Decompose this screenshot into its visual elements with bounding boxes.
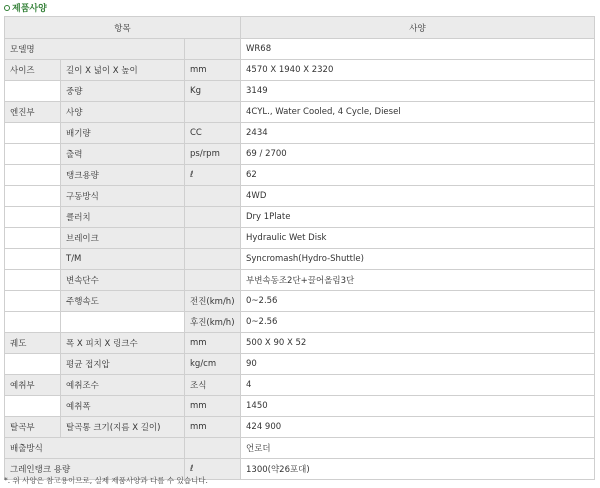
table-header-row	[5, 17, 595, 39]
row-value: 500 X 90 X 52	[241, 333, 595, 354]
row-category	[5, 291, 61, 312]
row-value: 4570 X 1940 X 2320	[241, 60, 595, 81]
row-category: 탈곡부	[5, 417, 61, 438]
table-row	[5, 354, 595, 375]
row-category	[5, 81, 61, 102]
row-unit: 조식	[185, 375, 241, 396]
row-item: 구동방식	[61, 186, 185, 207]
row-value: 424 900	[241, 417, 595, 438]
row-unit: Kg	[185, 81, 241, 102]
row-unit	[185, 228, 241, 249]
row-category	[5, 312, 61, 333]
row-item: 평균 접지압	[61, 354, 185, 375]
row-item: 주행속도	[61, 291, 185, 312]
row-item: 탈곡통 크기(지름 X 길이)	[61, 417, 185, 438]
row-item: 출력	[61, 144, 185, 165]
row-value: 4CYL., Water Cooled, 4 Cycle, Diesel	[241, 102, 595, 123]
row-category	[5, 228, 61, 249]
header-spec: 사양	[241, 17, 595, 39]
row-unit	[185, 102, 241, 123]
row-category: 엔진부	[5, 102, 61, 123]
table-row	[5, 228, 595, 249]
row-category	[5, 186, 61, 207]
row-category	[5, 249, 61, 270]
row-item: 사양	[61, 102, 185, 123]
table-row	[5, 438, 595, 459]
row-category	[5, 144, 61, 165]
table-row	[5, 270, 595, 291]
table-row	[5, 102, 595, 123]
row-value: 4WD	[241, 186, 595, 207]
row-value: 69 / 2700	[241, 144, 595, 165]
table-row	[5, 312, 595, 333]
row-category	[5, 270, 61, 291]
row-unit: 후진(km/h)	[185, 312, 241, 333]
row-category	[5, 354, 61, 375]
row-category: 그레인탱크 용량	[5, 459, 185, 480]
row-unit	[185, 249, 241, 270]
row-item: 브레이크	[61, 228, 185, 249]
row-item: 탱크용량	[61, 165, 185, 186]
row-category	[5, 165, 61, 186]
row-category: 궤도	[5, 333, 61, 354]
row-unit: CC	[185, 123, 241, 144]
row-item: 중량	[61, 81, 185, 102]
row-item: T/M	[61, 249, 185, 270]
footnote: *. 위 사양은 참고용이므로, 실제 제품사양과 다를 수 있습니다.	[4, 476, 208, 485]
spec-table	[4, 16, 595, 480]
section-title	[4, 2, 47, 16]
row-category	[5, 123, 61, 144]
row-item	[61, 312, 185, 333]
row-category	[5, 396, 61, 417]
table-row	[5, 39, 595, 60]
row-value: 언로더	[241, 438, 595, 459]
row-value: 0~2.56	[241, 291, 595, 312]
row-item: 배기량	[61, 123, 185, 144]
row-unit: ps/rpm	[185, 144, 241, 165]
row-unit: mm	[185, 396, 241, 417]
circle-bullet-icon	[4, 5, 10, 11]
row-value: 부변속동조2단+끌어올림3단	[241, 270, 595, 291]
table-row	[5, 165, 595, 186]
table-row	[5, 60, 595, 81]
table-row	[5, 81, 595, 102]
row-unit	[185, 438, 241, 459]
row-item: 예취폭	[61, 396, 185, 417]
table-row	[5, 333, 595, 354]
row-unit	[185, 39, 241, 60]
row-value: 90	[241, 354, 595, 375]
row-value: 0~2.56	[241, 312, 595, 333]
row-unit: 전진(km/h)	[185, 291, 241, 312]
row-value: Dry 1Plate	[241, 207, 595, 228]
row-unit	[185, 270, 241, 291]
row-item: 예취조수	[61, 375, 185, 396]
row-unit	[185, 207, 241, 228]
row-value: 4	[241, 375, 595, 396]
row-unit: ℓ	[185, 165, 241, 186]
row-unit: mm	[185, 417, 241, 438]
table-row	[5, 207, 595, 228]
table-row	[5, 396, 595, 417]
table-row	[5, 123, 595, 144]
row-category	[5, 207, 61, 228]
header-item: 항목	[5, 17, 241, 39]
row-item: 길이 X 넓이 X 높이	[61, 60, 185, 81]
section-title-text: 제품사양	[12, 4, 47, 14]
row-item: 클러치	[61, 207, 185, 228]
row-value: 2434	[241, 123, 595, 144]
row-unit	[185, 186, 241, 207]
row-unit: kg/cm	[185, 354, 241, 375]
table-row	[5, 186, 595, 207]
table-row	[5, 375, 595, 396]
row-value: 62	[241, 165, 595, 186]
row-unit: mm	[185, 333, 241, 354]
row-value: 1300(약26포대)	[241, 459, 595, 480]
row-value: 1450	[241, 396, 595, 417]
row-item: 폭 X 피치 X 링크수	[61, 333, 185, 354]
row-category: 배출방식	[5, 438, 185, 459]
row-category: 모델명	[5, 39, 185, 60]
row-item: 변속단수	[61, 270, 185, 291]
table-row	[5, 144, 595, 165]
row-value: Hydraulic Wet Disk	[241, 228, 595, 249]
table-row	[5, 291, 595, 312]
table-row	[5, 249, 595, 270]
row-value: 3149	[241, 81, 595, 102]
row-unit: ℓ	[185, 459, 241, 480]
row-category: 예취부	[5, 375, 61, 396]
table-row	[5, 417, 595, 438]
row-category: 사이즈	[5, 60, 61, 81]
row-value: WR68	[241, 39, 595, 60]
row-unit: mm	[185, 60, 241, 81]
row-value: Syncromash(Hydro-Shuttle)	[241, 249, 595, 270]
